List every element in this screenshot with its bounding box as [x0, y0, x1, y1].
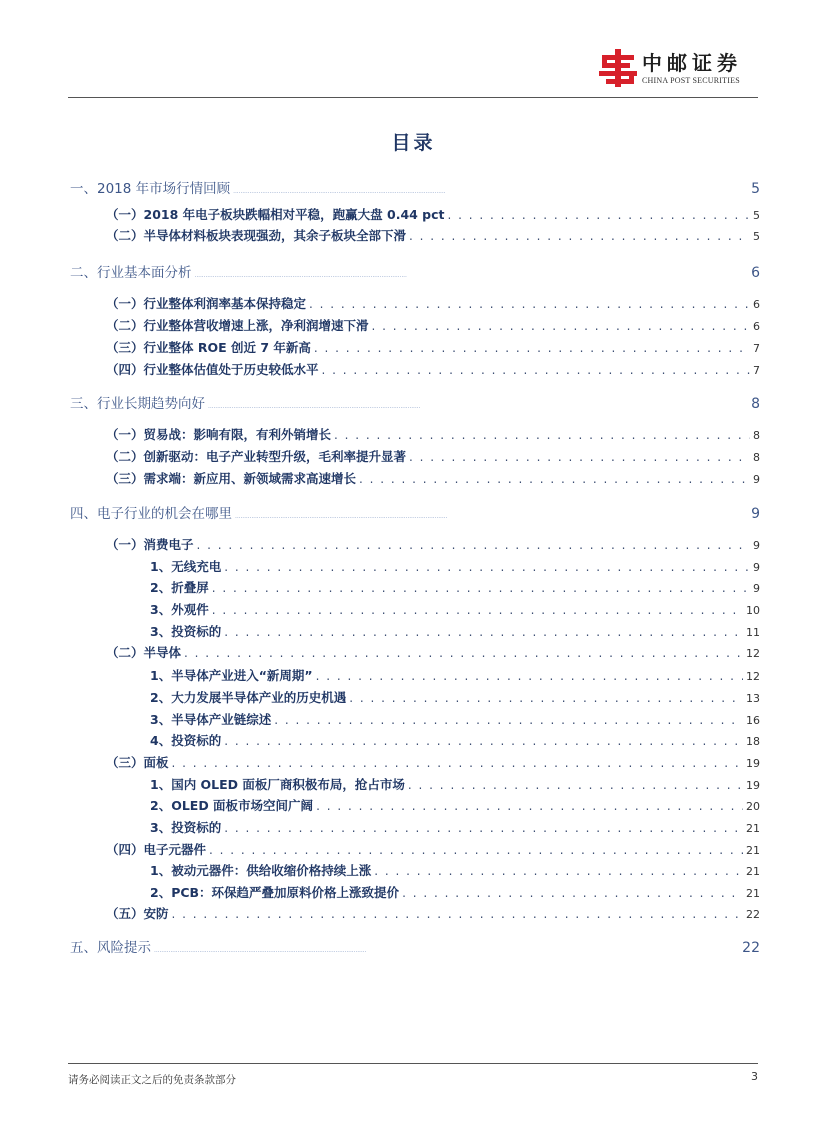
toc-entry-label: 三、行业长期趋势向好 — [70, 396, 205, 412]
toc-leader-dots — [224, 734, 743, 748]
toc-entry[interactable] — [70, 861, 760, 879]
toc-entry-page: 13 — [746, 692, 760, 705]
toc-entry[interactable] — [70, 392, 760, 412]
toc-leader-dots — [184, 646, 743, 660]
toc-entry-page: 6 — [753, 298, 760, 311]
toc-entry-label: 一、2018 年市场行情回顾 — [70, 181, 231, 197]
toc-entry[interactable] — [70, 904, 760, 922]
toc-entry-label: 1、被动元器件：供给收缩价格持续上涨 — [150, 863, 372, 878]
toc-entry[interactable] — [70, 226, 760, 244]
toc-entry-label: 3、半导体产业链综述 — [150, 712, 272, 727]
toc-entry-page: 21 — [746, 865, 760, 878]
toc-entry-page: 19 — [746, 779, 760, 792]
toc-leader-dots — [322, 363, 750, 377]
toc-entry-label: （三）面板 — [106, 755, 169, 770]
toc-entry-label: （四）电子元器件 — [106, 842, 207, 857]
toc-leader-dots — [409, 229, 750, 243]
toc-entry-page: 19 — [746, 757, 760, 770]
toc-entry-page: 9 — [753, 539, 760, 552]
toc-entry-page: 6 — [751, 265, 760, 281]
toc-entry-label: （一）行业整体利润率基本保持稳定 — [106, 296, 307, 311]
page-title: 目录 — [391, 132, 436, 154]
toc-entry[interactable] — [70, 840, 760, 858]
toc-entry-page: 10 — [746, 604, 760, 617]
toc-entry-page: 8 — [753, 451, 760, 464]
toc-entry-page: 18 — [746, 735, 760, 748]
toc-leader-dots — [359, 472, 750, 486]
toc-entry[interactable] — [70, 600, 760, 618]
toc-entry-label: （四）行业整体估值处于历史较低水平 — [106, 362, 319, 377]
toc-entry-label: 四、电子行业的机会在哪里 — [70, 506, 232, 522]
toc-entry[interactable] — [70, 205, 760, 223]
toc-entry-page: 21 — [746, 844, 760, 857]
toc-entry[interactable] — [70, 796, 760, 814]
toc-leader-dots — [208, 403, 748, 410]
toc-entry[interactable] — [70, 731, 760, 749]
toc-entry-page: 11 — [746, 626, 760, 639]
china-post-logo-icon — [598, 48, 638, 88]
toc-entry[interactable] — [70, 469, 760, 487]
toc-entry[interactable] — [70, 753, 760, 771]
toc-entry-page: 5 — [751, 181, 760, 197]
toc-entry-label: 2、OLED 面板市场空间广阔 — [150, 798, 314, 813]
toc-leader-dots — [224, 625, 743, 639]
toc-entry[interactable] — [70, 578, 760, 596]
toc-entry[interactable] — [70, 177, 760, 197]
toc-entry[interactable] — [70, 261, 760, 281]
toc-entry-label: （五）安防 — [106, 906, 169, 921]
toc-entry-label: （一）2018 年电子板块跌幅相对平稳，跑赢大盘 0.44 pct — [106, 207, 445, 222]
toc-entry-label: 1、无线充电 — [150, 559, 222, 574]
toc-leader-dots — [402, 886, 743, 900]
toc-entry-page: 12 — [746, 647, 760, 660]
toc-entry-label: 二、行业基本面分析 — [70, 265, 192, 281]
toc-entry-page: 22 — [742, 940, 760, 956]
toc-leader-dots — [316, 669, 743, 683]
toc-leader-dots — [409, 450, 750, 464]
toc-entry[interactable] — [70, 936, 760, 956]
toc-entry[interactable] — [70, 535, 760, 553]
toc-entry[interactable] — [70, 360, 760, 378]
toc-entry[interactable] — [70, 818, 760, 836]
toc-entry-page: 22 — [746, 908, 760, 921]
toc-entry-page: 8 — [753, 429, 760, 442]
toc-entry-label: （二）半导体 — [106, 645, 182, 660]
toc-entry[interactable] — [70, 502, 760, 522]
toc-entry-label: 3、外观件 — [150, 602, 209, 617]
toc-leader-dots — [309, 297, 750, 311]
toc-leader-dots — [172, 907, 743, 921]
toc-entry[interactable] — [70, 316, 760, 334]
toc-entry-label: 2、大力发展半导体产业的历史机遇 — [150, 690, 347, 705]
toc-leader-dots — [212, 603, 743, 617]
toc-entry-label: 五、风险提示 — [70, 940, 151, 956]
toc-entry-label: 2、折叠屏 — [150, 580, 209, 595]
toc-entry[interactable] — [70, 447, 760, 465]
toc-entry-label: 1、半导体产业进入“新周期” — [150, 668, 313, 683]
toc-entry[interactable] — [70, 775, 760, 793]
toc-entry-label: （三）需求端：新应用、新领域需求高速增长 — [106, 471, 357, 486]
toc-entry[interactable] — [70, 666, 760, 684]
toc-entry[interactable] — [70, 688, 760, 706]
toc-entry-label: 2、PCB：环保趋严叠加原料价格上涨致提价 — [150, 885, 400, 900]
toc-leader-dots — [235, 513, 748, 520]
toc-entry-page: 21 — [746, 822, 760, 835]
footer-divider — [68, 1063, 758, 1064]
toc-leader-dots — [314, 341, 750, 355]
toc-entry-page: 16 — [746, 714, 760, 727]
toc-entry-label: 4、投资标的 — [150, 733, 222, 748]
toc-leader-dots — [316, 799, 743, 813]
toc-leader-dots — [172, 756, 743, 770]
toc-leader-dots — [408, 778, 743, 792]
toc-entry-page: 21 — [746, 887, 760, 900]
disclaimer-note: 请务必阅读正文之后的免责条款部分 — [68, 1074, 236, 1086]
toc-entry-page: 6 — [753, 320, 760, 333]
toc-entry[interactable] — [70, 622, 760, 640]
toc-leader-dots — [197, 538, 750, 552]
logo-english-name: CHINA POST SECURITIES — [642, 76, 740, 85]
toc-entry-label: （二）创新驱动：电子产业转型升级，毛利率提升显著 — [106, 449, 407, 464]
toc-leader-dots — [233, 188, 748, 195]
toc-entry[interactable] — [70, 338, 760, 356]
toc-leader-dots — [334, 428, 750, 442]
toc-entry-label: 1、国内 OLED 面板厂商积极布局，抢占市场 — [150, 777, 405, 792]
toc-leader-dots — [224, 821, 743, 835]
header-divider — [68, 97, 758, 98]
toc-entry-page: 5 — [753, 230, 760, 243]
toc-leader-dots — [209, 843, 743, 857]
toc-leader-dots — [274, 713, 743, 727]
toc-entry-label: 3、投资标的 — [150, 624, 222, 639]
toc-entry-label: 3、投资标的 — [150, 820, 222, 835]
toc-entry-page: 9 — [753, 473, 760, 486]
logo-chinese-name: 中邮证券 — [642, 51, 742, 75]
toc-leader-dots — [154, 947, 739, 954]
toc-entry-page: 7 — [753, 342, 760, 355]
toc-entry-label: （二）行业整体营收增速上涨，净利润增速下滑 — [106, 318, 369, 333]
toc-entry-page: 12 — [746, 670, 760, 683]
toc-leader-dots — [448, 208, 750, 222]
toc-leader-dots — [372, 319, 750, 333]
toc-entry-page: 7 — [753, 364, 760, 377]
toc-entry-label: （三）行业整体 ROE 创近 7 年新高 — [106, 340, 311, 355]
toc-entry-page: 9 — [751, 506, 760, 522]
toc-leader-dots — [224, 560, 750, 574]
toc-leader-dots — [195, 272, 749, 279]
toc-entry-page: 9 — [753, 561, 760, 574]
toc-entry[interactable] — [70, 425, 760, 443]
toc-entry[interactable] — [70, 710, 760, 728]
toc-leader-dots — [374, 864, 743, 878]
toc-entry-page: 20 — [746, 800, 760, 813]
toc-entry-label: （二）半导体材料板块表现强劲，其余子板块全部下滑 — [106, 228, 407, 243]
toc-entry[interactable] — [70, 294, 760, 312]
page-number: 3 — [751, 1070, 758, 1083]
toc-leader-dots — [212, 581, 750, 595]
toc-entry-label: （一）消费电子 — [106, 537, 194, 552]
toc-entry-label: （一）贸易战：影响有限，有利外销增长 — [106, 427, 332, 442]
toc-entry[interactable] — [70, 643, 760, 661]
toc-entry-page: 8 — [751, 396, 760, 412]
toc-entry-page: 9 — [753, 582, 760, 595]
company-logo — [598, 46, 758, 90]
toc-entry[interactable] — [70, 557, 760, 575]
toc-entry[interactable] — [70, 883, 760, 901]
toc-entry-page: 5 — [753, 209, 760, 222]
toc-leader-dots — [349, 691, 743, 705]
